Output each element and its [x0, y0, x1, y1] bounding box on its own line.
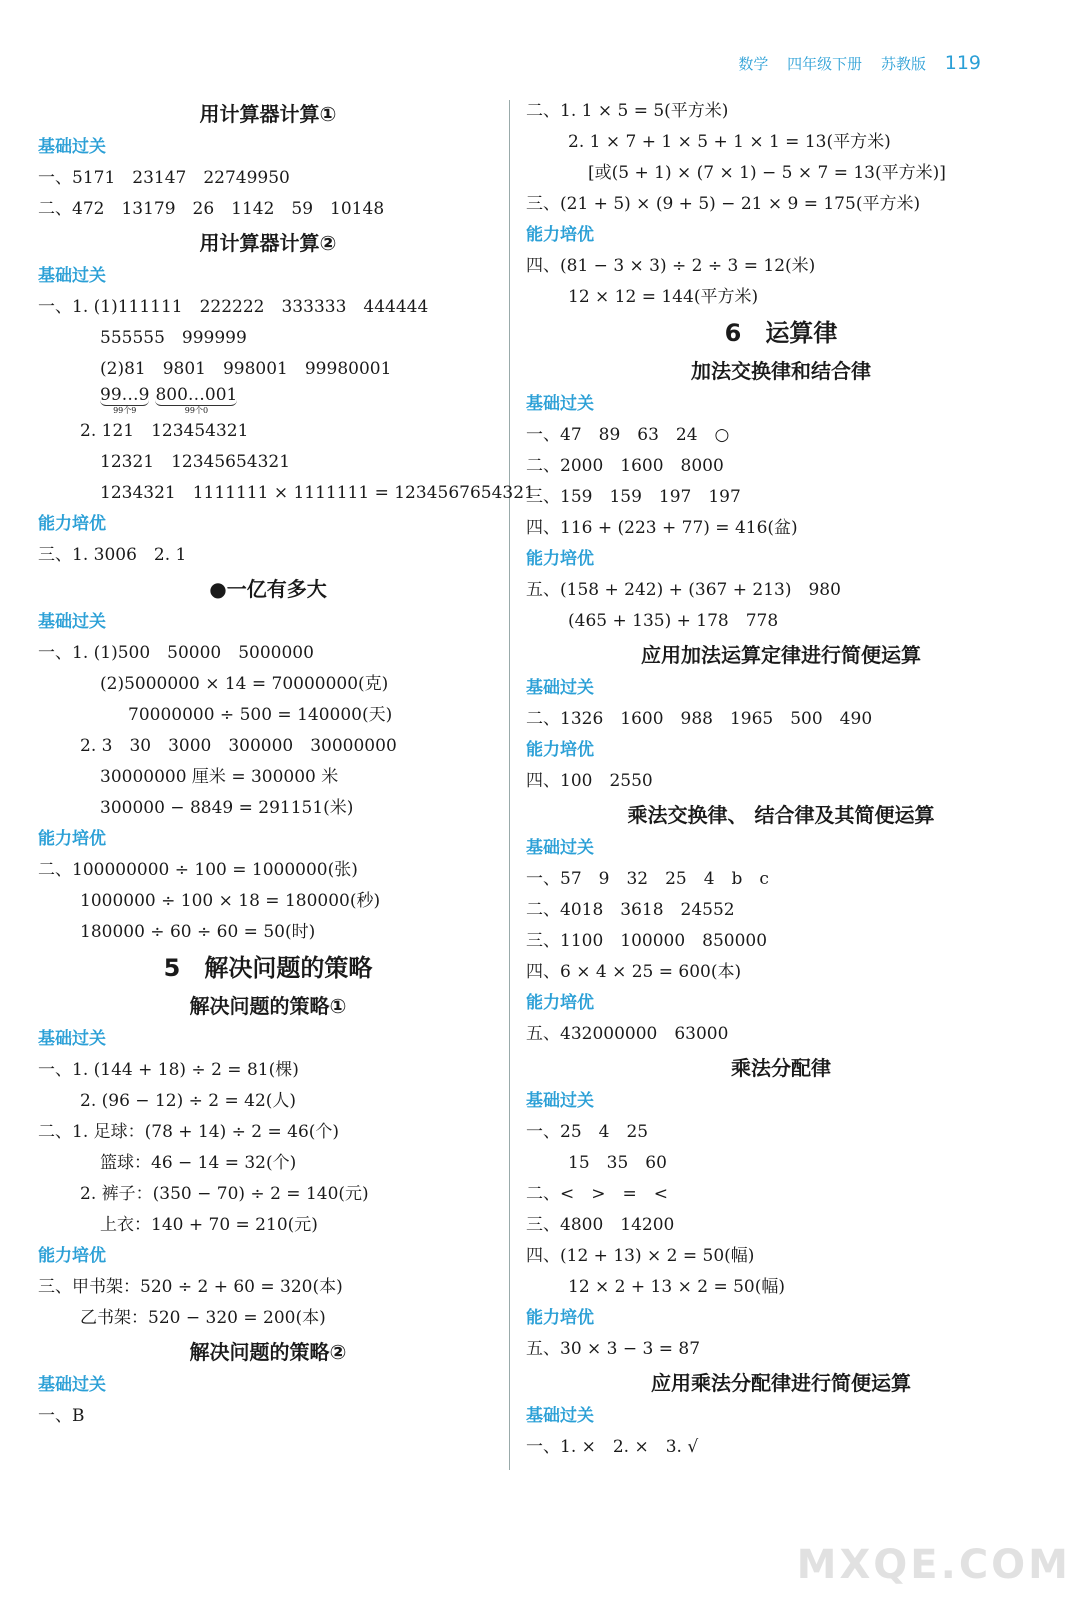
braced-number — [38, 385, 498, 416]
brace-group: 99…9 99个9 — [100, 385, 150, 415]
answer-line: 四、116 + (223 + 77) = 416(盆) — [526, 518, 798, 538]
section-title: 乘法交换律、 结合律及其简便运算 — [627, 803, 935, 827]
chapter-title: 6 运算律 — [724, 319, 838, 347]
answer-line: 乙书架：520 − 320 = 200(本) — [80, 1308, 326, 1328]
answer-line: 2. 3 30 3000 300000 30000000 — [80, 736, 397, 756]
section-tag: 基础过关 — [38, 1029, 106, 1049]
answer-line: 一、47 89 63 24 ○ — [526, 425, 730, 445]
answer-line: 二、2000 1600 8000 — [526, 456, 724, 476]
section-title: 加法交换律和结合律 — [691, 359, 871, 383]
section-tag: 基础过关 — [526, 1091, 594, 1111]
section-title: 用计算器计算② — [199, 231, 337, 255]
answer-line: 2. (96 − 12) ÷ 2 = 42(人) — [80, 1091, 297, 1111]
answer-line: 2. 1 × 7 + 1 × 5 + 1 × 1 = 13(平方米) — [568, 132, 891, 152]
answer-line: 15 35 60 — [568, 1153, 667, 1173]
answer-line: 180000 ÷ 60 ÷ 60 = 50(时) — [80, 922, 316, 942]
answer-line: 一、1. (1)111111 222222 333333 444444 — [38, 297, 429, 317]
section-title: 解决问题的策略① — [189, 994, 347, 1018]
answer-line: 二、472 13179 26 1142 59 10148 — [38, 199, 385, 219]
answer-line: (2)5000000 × 14 = 70000000(克) — [100, 674, 389, 694]
answer-line: 三、4800 14200 — [526, 1215, 675, 1235]
section-tag: 基础过关 — [526, 838, 594, 858]
right-column — [526, 96, 1036, 1463]
section-tag: 基础过关 — [38, 1375, 106, 1395]
edition-label: 苏教版 — [880, 55, 926, 73]
answer-line: 一、25 4 25 — [526, 1122, 649, 1142]
watermark: MXQE.COM — [796, 1542, 1071, 1588]
section-title: 用计算器计算① — [199, 102, 337, 126]
answer-line: 四、(81 − 3 × 3) ÷ 2 ÷ 3 = 12(米) — [526, 256, 816, 276]
section-tag: 能力培优 — [38, 1246, 106, 1266]
section-tag: 基础过关 — [526, 678, 594, 698]
chapter-title: 5 解决问题的策略 — [163, 954, 373, 982]
answer-line: 四、6 × 4 × 25 = 600(本) — [526, 962, 742, 982]
section-tag: 基础过关 — [38, 137, 106, 157]
answer-line: 二、< > = < — [526, 1184, 668, 1204]
answer-line: 二、100000000 ÷ 100 = 1000000(张) — [38, 860, 358, 880]
answer-line: 二、4018 3618 24552 — [526, 900, 735, 920]
answer-line: (465 + 135) + 178 778 — [568, 611, 779, 631]
answer-line: 2. 121 123454321 — [80, 421, 249, 441]
section-title: 解决问题的策略② — [189, 1340, 347, 1364]
answer-line: 一、5171 23147 22749950 — [38, 168, 290, 188]
answer-line: 二、1326 1600 988 1965 500 490 — [526, 709, 873, 729]
answer-line: 1234321 1111111 × 1111111 = 1234567654321 — [100, 483, 535, 503]
answer-line: 三、159 159 197 197 — [526, 487, 741, 507]
answer-line: 一、1. (144 + 18) ÷ 2 = 81(棵) — [38, 1060, 299, 1080]
answer-line: 二、1. 1 × 5 = 5(平方米) — [526, 101, 729, 121]
section-tag: 基础过关 — [38, 266, 106, 286]
section-tag: 基础过关 — [526, 394, 594, 414]
section-tag: 基础过关 — [526, 1406, 594, 1426]
brace-group: 800…001 99个0 — [155, 385, 238, 415]
answer-line: 一、1. × 2. × 3. √ — [526, 1437, 699, 1457]
column-divider — [509, 100, 510, 1470]
section-title: ●一亿有多大 — [209, 577, 327, 601]
answer-line: 一、57 9 32 25 4 b c — [526, 869, 769, 889]
page-number: 119 — [944, 52, 981, 74]
answer-line: 篮球：46 − 14 = 32(个) — [100, 1153, 297, 1173]
section-tag: 能力培优 — [526, 1308, 594, 1328]
section-tag: 能力培优 — [526, 549, 594, 569]
subject-label: 数学 — [738, 55, 769, 73]
section-tag: 能力培优 — [38, 829, 106, 849]
answer-line: 三、1. 3006 2. 1 — [38, 545, 187, 565]
answer-line: 三、1100 100000 850000 — [526, 931, 768, 951]
answer-line: 12 × 12 = 144(平方米) — [568, 287, 759, 307]
section-tag: 能力培优 — [526, 225, 594, 245]
answer-line: 70000000 ÷ 500 = 140000(天) — [128, 705, 393, 725]
answer-line: 2. 裤子：(350 − 70) ÷ 2 = 140(元) — [80, 1184, 369, 1204]
answer-line: 五、30 × 3 − 3 = 87 — [526, 1339, 701, 1359]
answer-line: 一、1. (1)500 50000 5000000 — [38, 643, 314, 663]
grade-label: 四年级下册 — [787, 55, 863, 73]
answer-line: 四、(12 + 13) × 2 = 50(幅) — [526, 1246, 755, 1266]
answer-line: 二、1. 足球：(78 + 14) ÷ 2 = 46(个) — [38, 1122, 340, 1142]
section-tag: 能力培优 — [526, 740, 594, 760]
answer-line: 三、(21 + 5) × (9 + 5) − 21 × 9 = 175(平方米) — [526, 194, 921, 214]
section-tag: 基础过关 — [38, 612, 106, 632]
section-tag: 能力培优 — [38, 514, 106, 534]
answer-line: 555555 999999 — [100, 328, 247, 348]
answer-line: 1000000 ÷ 100 × 18 = 180000(秒) — [80, 891, 381, 911]
page-header — [724, 52, 981, 74]
section-tag: 能力培优 — [526, 993, 594, 1013]
section-title: 应用乘法分配律进行简便运算 — [651, 1371, 911, 1395]
answer-line: 上衣：140 + 70 = 210(元) — [100, 1215, 318, 1235]
answer-line: 五、(158 + 242) + (367 + 213) 980 — [526, 580, 841, 600]
section-title: 乘法分配律 — [731, 1056, 831, 1080]
answer-line: 300000 − 8849 = 291151(米) — [100, 798, 354, 818]
left-column — [38, 96, 535, 1432]
answer-line: 12321 12345654321 — [100, 452, 291, 472]
answer-line: 三、甲书架：520 ÷ 2 + 60 = 320(本) — [38, 1277, 343, 1297]
answer-line: 一、B — [38, 1406, 85, 1426]
answer-line: 30000000 厘米 = 300000 米 — [100, 767, 339, 787]
answer-line: 四、100 2550 — [526, 771, 653, 791]
answer-line: [或(5 + 1) × (7 × 1) − 5 × 7 = 13(平方米)] — [588, 163, 946, 183]
answer-line: 五、432000000 63000 — [526, 1024, 729, 1044]
answer-line: (2)81 9801 998001 99980001 — [100, 359, 392, 379]
answer-line: 12 × 2 + 13 × 2 = 50(幅) — [568, 1277, 785, 1297]
section-title: 应用加法运算定律进行简便运算 — [641, 643, 921, 667]
